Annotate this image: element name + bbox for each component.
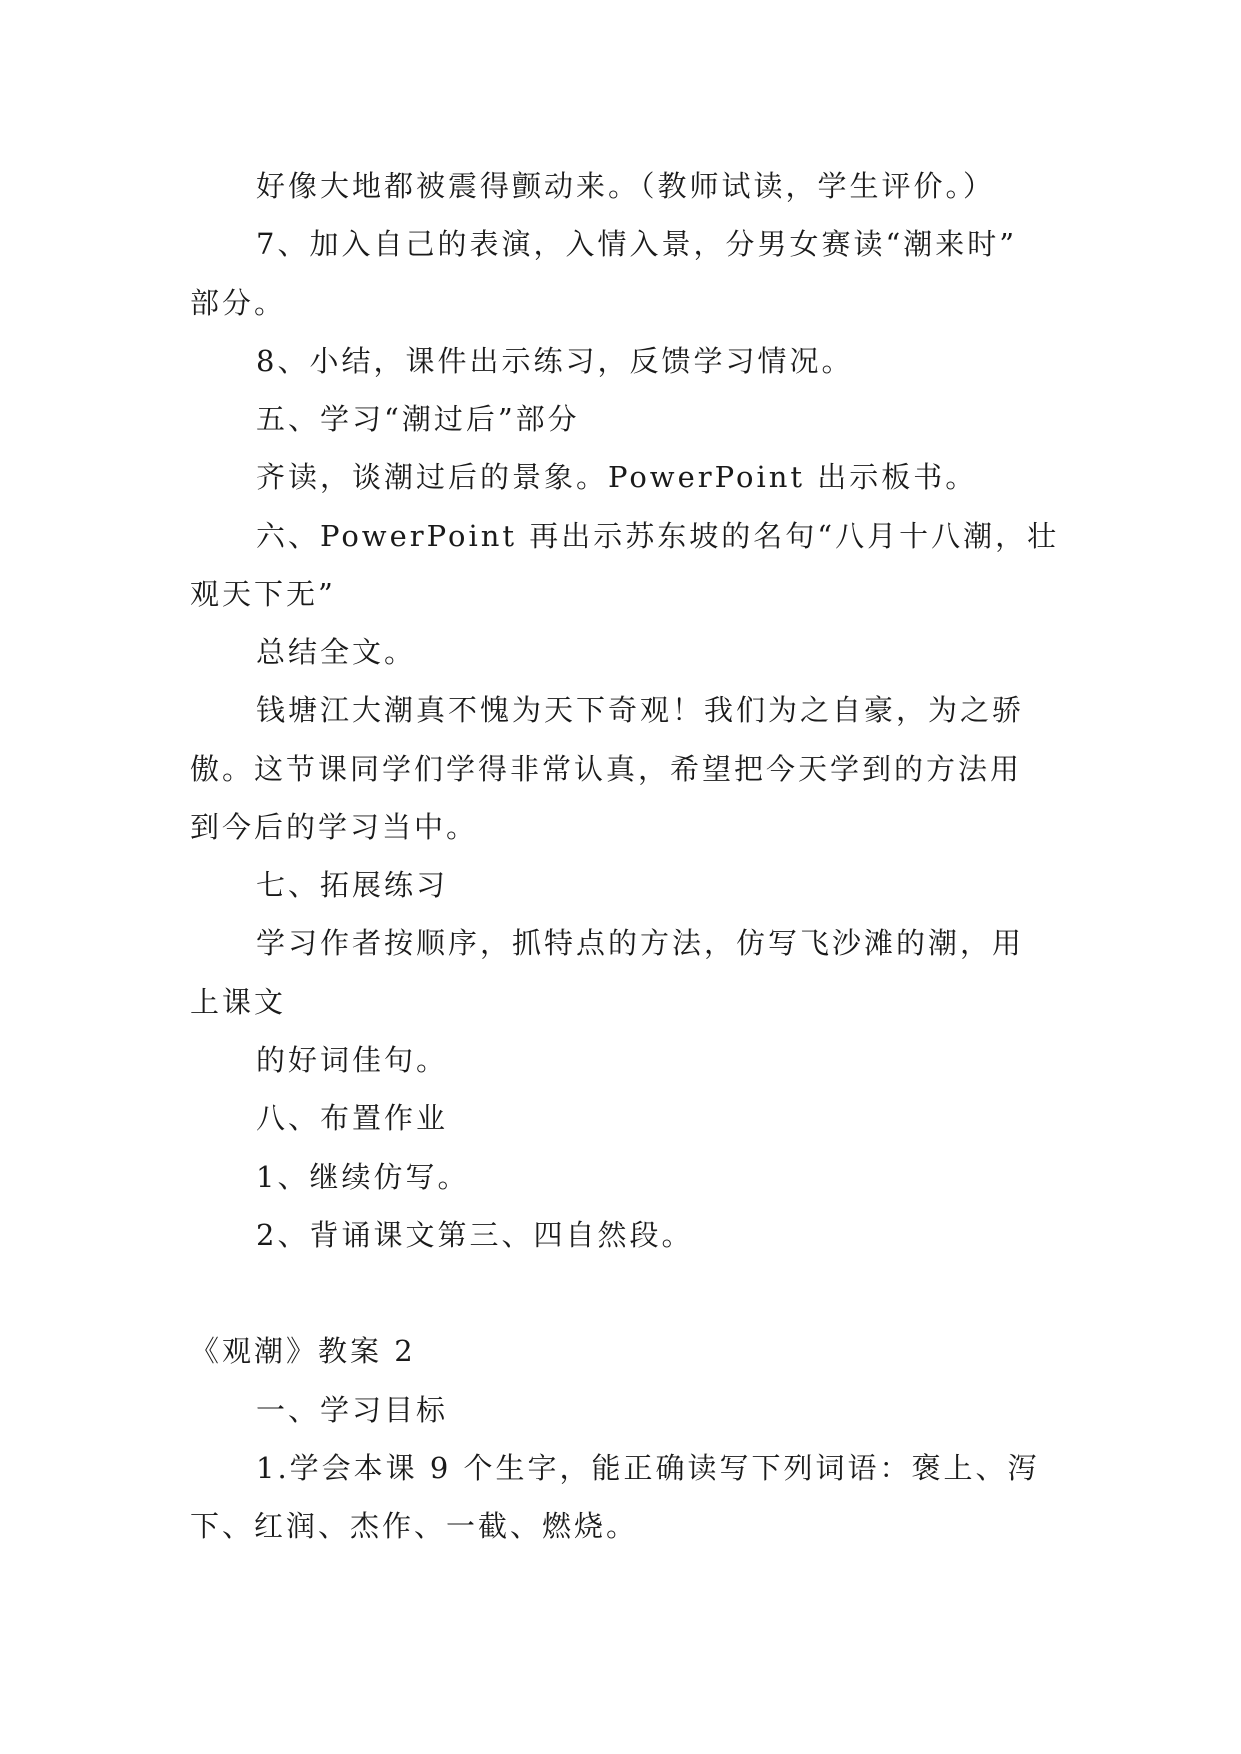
- section-heading: 七、拓展练习: [256, 868, 449, 902]
- section-heading: 六、PowerPoint 再出示苏东坡的名句“八月十八潮，壮: [256, 519, 1060, 553]
- paragraph-line: 1、继续仿写。: [256, 1160, 470, 1194]
- paragraph-line: 下、红润、杰作、一截、燃烧。: [190, 1509, 639, 1543]
- paragraph-line: 7、加入自己的表演，入情入景，分男女赛读“潮来时”: [256, 227, 1018, 261]
- paragraph-line: 部分。: [190, 286, 287, 320]
- paragraph-line: 1.学会本课 9 个生字，能正确读写下列词语：褒上、泻: [256, 1451, 1040, 1485]
- section-heading: 一、学习目标: [256, 1393, 449, 1427]
- paragraph-line: 的好词佳句。: [256, 1043, 449, 1077]
- document-title: 《观潮》教案 2: [190, 1334, 416, 1368]
- paragraph-line: 观天下无”: [190, 577, 336, 611]
- paragraph-line: 8、小结，课件出示练习，反馈学习情况。: [256, 344, 854, 378]
- paragraph-line: 学习作者按顺序，抓特点的方法，仿写飞沙滩的潮，用: [256, 926, 1025, 960]
- paragraph-line: 2、背诵课文第三、四自然段。: [256, 1218, 694, 1252]
- paragraph-line: 好像大地都被震得颤动来。（教师试读，学生评价。）: [256, 169, 996, 203]
- paragraph-line: 钱塘江大潮真不愧为天下奇观！我们为之自豪，为之骄: [256, 693, 1025, 727]
- paragraph-line: 到今后的学习当中。: [190, 810, 479, 844]
- paragraph-line: 总结全文。: [256, 635, 417, 669]
- paragraph-line: 上课文: [190, 985, 287, 1019]
- paragraph-line: 齐读，谈潮过后的景象。PowerPoint 出示板书。: [256, 460, 978, 494]
- section-heading: 八、布置作业: [256, 1101, 449, 1135]
- section-heading: 五、学习“潮过后”部分: [256, 402, 580, 436]
- paragraph-line: 傲。这节课同学们学得非常认真，希望把今天学到的方法用: [190, 752, 1023, 786]
